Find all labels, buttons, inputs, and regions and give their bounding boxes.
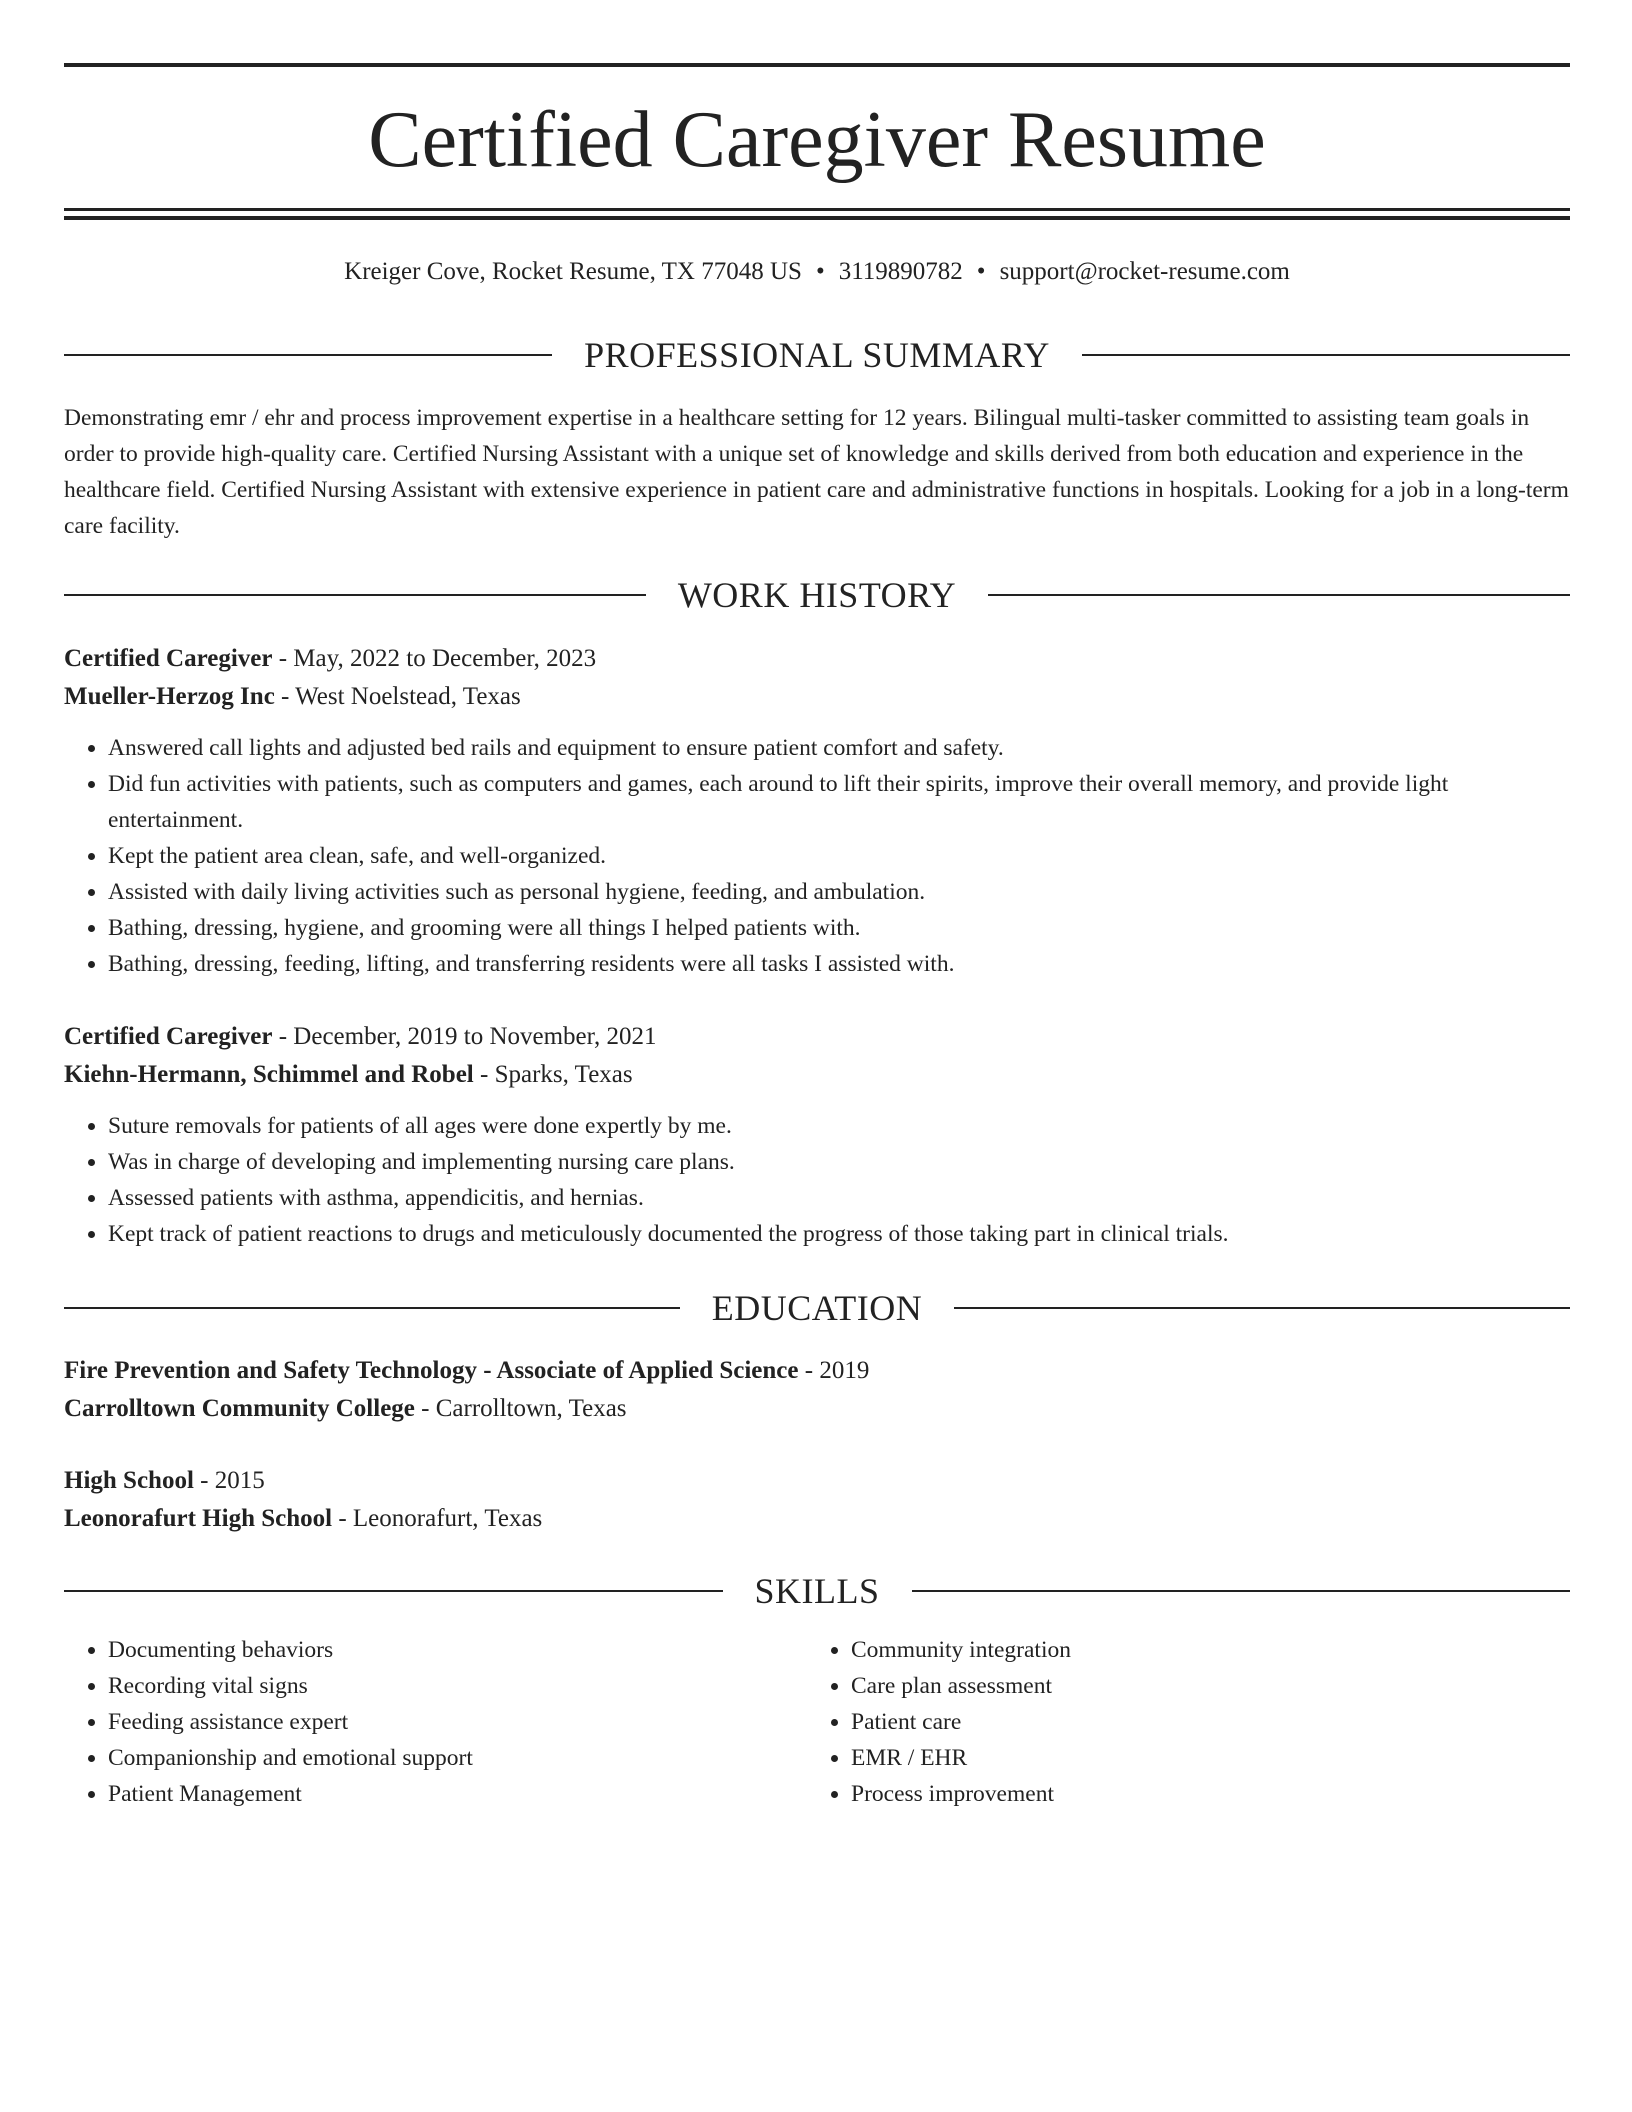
section-heading-education [64, 1286, 1570, 1330]
list-item: • Kept the patient area clean, safe, and well-organized. [108, 838, 1570, 874]
school-name: Leonorafurt High School [64, 1505, 333, 1532]
job-duties [64, 730, 1570, 982]
skills-list [64, 1632, 1570, 1812]
school-line [64, 1390, 1570, 1428]
job-dates: - December, 2019 to November, 2021 [272, 1023, 657, 1050]
skill-item: • Patient Management [108, 1776, 807, 1812]
divider [64, 354, 552, 356]
graduation-year: - 2019 [798, 1357, 870, 1384]
section-heading-skills [64, 1569, 1570, 1613]
skills-column-right [807, 1632, 1550, 1812]
list-item: • Kept track of patient reactions to drugs and meticulously documented the progress of those taking part in clinical trials. [108, 1216, 1570, 1252]
divider [912, 1590, 1571, 1592]
summary-text: Demonstrating emr / ehr and process improvement expertise in a healthcare setting for 12 years. Bilingual multi-tasker committed to assisting team goals in order to provide high-quality care. Certified Nursing Assistant with a unique set of knowledge and skills derived from both education and experience in the healthcare field. Certified Nursing Assistant with extensive experience in patient care and administrative functions in hospitals. Looking for a job in a long-term care facility. [64, 405, 1569, 539]
skill-item: • Feeding assistance expert [108, 1704, 807, 1740]
job-location: - West Noelstead, Texas [274, 683, 521, 710]
top-rule [64, 63, 1570, 67]
list-item: • Assessed patients with asthma, appendicitis, and hernias. [108, 1180, 1570, 1216]
divider [1082, 354, 1570, 356]
company-name: Kiehn-Hermann, Schimmel and Robel [64, 1061, 474, 1088]
section-title: SKILLS [754, 1571, 880, 1611]
skill-item: • EMR / EHR [851, 1740, 1550, 1776]
separator: • [815, 258, 825, 285]
address: Kreiger Cove, Rocket Resume, TX 77048 US [344, 258, 802, 285]
job-location: - Sparks, Texas [473, 1061, 633, 1088]
job-company-line [64, 1056, 1570, 1094]
list-item: • Answered call lights and adjusted bed rails and equipment to ensure patient comfort and safety. [108, 730, 1570, 766]
title-rule [64, 216, 1570, 220]
separator: • [976, 258, 986, 285]
divider [64, 1590, 723, 1592]
phone: 3119890782 [838, 258, 963, 285]
job-company-line [64, 678, 1570, 716]
job-dates: - May, 2022 to December, 2023 [272, 645, 597, 672]
education-entry [64, 1462, 1570, 1538]
section-heading-work [64, 573, 1570, 617]
degree-name: High School [64, 1467, 194, 1494]
email-link[interactable]: support@rocket-resume.com [999, 258, 1290, 285]
job-title-line [64, 640, 1570, 678]
skills-list-left [64, 1632, 807, 1812]
list-item: • Bathing, dressing, hygiene, and grooming were all things I helped patients with. [108, 910, 1570, 946]
school-name: Carrolltown Community College [64, 1395, 415, 1422]
skills-list-right [807, 1632, 1550, 1812]
skill-item: • Documenting behaviors [108, 1632, 807, 1668]
list-item: • Assisted with daily living activities such as personal hygiene, feeding, and ambulation. [108, 874, 1570, 910]
contact-line [64, 254, 1570, 290]
company-name: Mueller-Herzog Inc [64, 683, 275, 710]
section-title: PROFESSIONAL SUMMARY [584, 335, 1050, 375]
divider [64, 1307, 680, 1309]
skill-item: • Process improvement [851, 1776, 1550, 1812]
graduation-year: - 2015 [193, 1467, 265, 1494]
divider [954, 1307, 1570, 1309]
school-location: - Leonorafurt, Texas [332, 1505, 543, 1532]
section-title: WORK HISTORY [677, 575, 957, 615]
job-title: Certified Caregiver [64, 1023, 273, 1050]
title-rule [64, 208, 1570, 211]
school-location: - Carrolltown, Texas [414, 1395, 627, 1422]
job-title: Certified Caregiver [64, 645, 273, 672]
job-entry [64, 1018, 1570, 1252]
list-item: • Did fun activities with patients, such as computers and games, each around to lift their spirits, improve their overall memory, and provide light entertainment. [108, 766, 1570, 838]
section-title: EDUCATION [711, 1288, 923, 1328]
job-duties [64, 1108, 1570, 1252]
job-title-line [64, 1018, 1570, 1056]
education-entry [64, 1352, 1570, 1428]
skill-item: • Care plan assessment [851, 1668, 1550, 1704]
skill-item: • Patient care [851, 1704, 1550, 1740]
skill-item: • Community integration [851, 1632, 1550, 1668]
divider [988, 594, 1570, 596]
school-line [64, 1500, 1570, 1538]
list-item: • Was in charge of developing and implementing nursing care plans. [108, 1144, 1570, 1180]
job-entry [64, 640, 1570, 982]
degree-name: Fire Prevention and Safety Technology - Associate of Applied Science [64, 1357, 799, 1384]
skill-item: • Recording vital signs [108, 1668, 807, 1704]
list-item: • Suture removals for patients of all ages were done expertly by me. [108, 1108, 1570, 1144]
degree-line [64, 1462, 1570, 1500]
degree-line [64, 1352, 1570, 1390]
skill-item: • Companionship and emotional support [108, 1740, 807, 1776]
list-item: • Bathing, dressing, feeding, lifting, and transferring residents were all tasks I assisted with. [108, 946, 1570, 982]
section-heading-summary [64, 333, 1570, 377]
resume-title: Certified Caregiver Resume [368, 96, 1266, 184]
skills-column-left [64, 1632, 807, 1812]
divider [64, 594, 646, 596]
